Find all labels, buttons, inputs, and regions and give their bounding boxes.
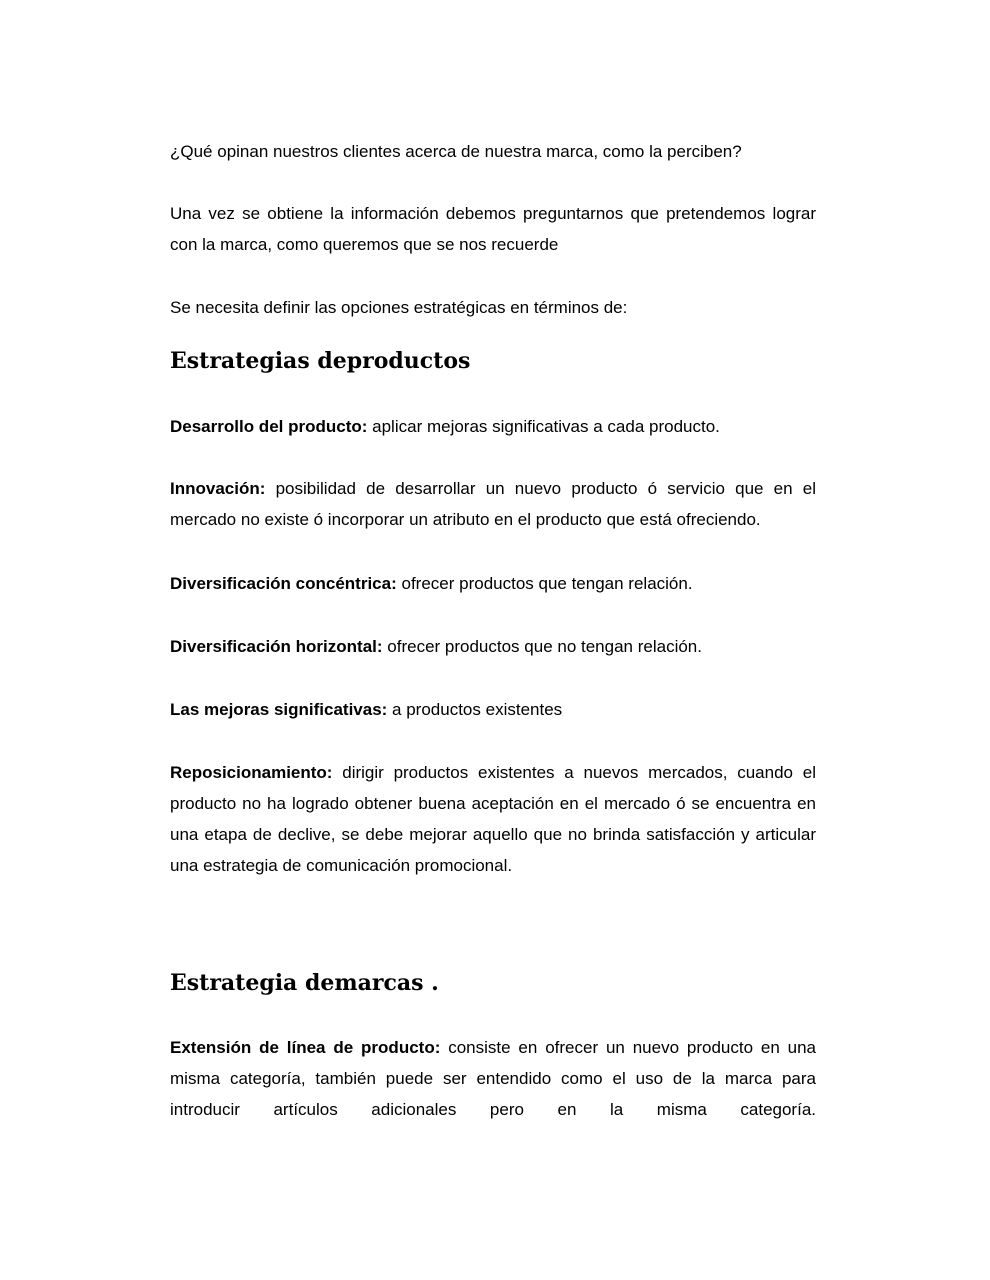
strategy-term: Reposicionamiento: bbox=[170, 763, 333, 782]
product-strategy-item bbox=[170, 694, 816, 725]
product-strategy-item bbox=[170, 473, 816, 535]
product-strategy-item bbox=[170, 411, 816, 442]
product-strategy-item bbox=[170, 631, 816, 662]
brands-heading: Estrategia demarcas . bbox=[170, 970, 439, 996]
define-paragraph: Se necesita definir las opciones estratégicas en términos de: bbox=[170, 298, 628, 317]
strategy-term: Desarrollo del producto: bbox=[170, 417, 368, 436]
document-page bbox=[170, 0, 816, 1280]
strategy-term: Extensión de línea de producto: bbox=[170, 1038, 441, 1057]
strategy-term: Diversificación concéntrica: bbox=[170, 574, 397, 593]
strategy-description: ofrecer productos que tengan relación. bbox=[396, 574, 693, 593]
brand-strategy-item bbox=[170, 1032, 816, 1125]
strategy-description: ofrecer productos que no tengan relación. bbox=[382, 637, 702, 656]
strategy-description: dirigir productos existentes a nuevos mercados, cuando el producto no ha logrado obtener buena aceptación en el mercado ó se encuentra en una etapa de declive, se debe mejorar aquello que no brinda satisfacción y articular una estrategia de comunicación promocional. bbox=[170, 763, 816, 875]
strategy-description: aplicar mejoras significativas a cada producto. bbox=[367, 417, 720, 436]
strategy-term: Innovación: bbox=[170, 479, 266, 498]
product-strategy-item bbox=[170, 568, 816, 599]
strategy-term: Diversificación horizontal: bbox=[170, 637, 383, 656]
strategy-description: posibilidad de desarrollar un nuevo producto ó servicio que en el mercado no existe ó incorporar un atributo en el producto que está ofreciendo. bbox=[170, 479, 816, 529]
product-strategy-item bbox=[170, 757, 816, 881]
strategy-description: a productos existentes bbox=[387, 700, 563, 719]
strategy-description: consiste en ofrecer un nuevo producto en una misma categoría, también puede ser entendido como el uso de la marca para introducir artículos adicionales pero en la misma categoría. bbox=[170, 1038, 816, 1119]
intro-paragraph: Una vez se obtiene la información debemos preguntarnos que pretendemos lograr con la marca, como queremos que se nos recuerde bbox=[170, 204, 816, 254]
question-paragraph: ¿Qué opinan nuestros clientes acerca de nuestra marca, como la perciben? bbox=[170, 142, 742, 161]
strategy-term: Las mejoras significativas: bbox=[170, 700, 388, 719]
products-heading: Estrategias deproductos bbox=[170, 348, 471, 374]
